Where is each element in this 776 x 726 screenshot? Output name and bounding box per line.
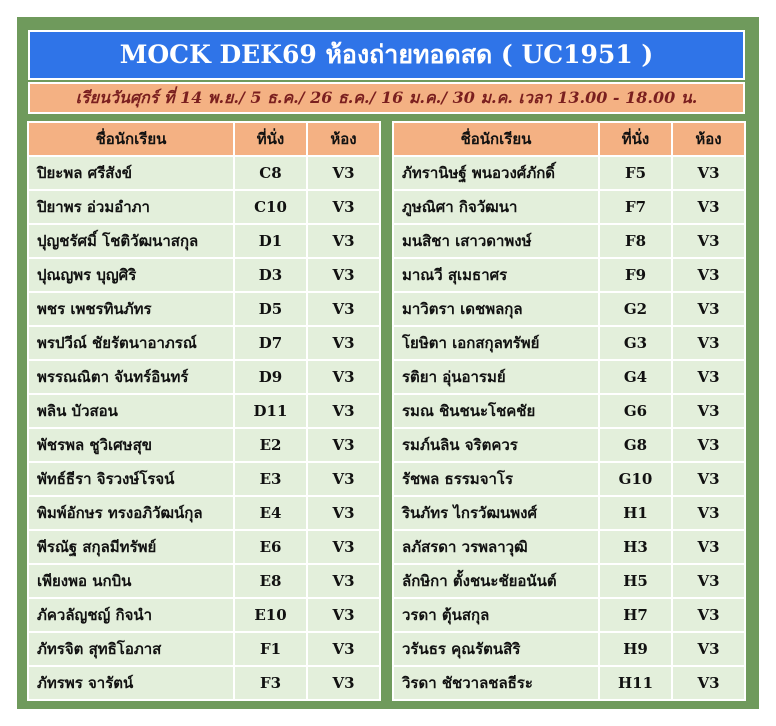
room-code: V3 (673, 259, 744, 291)
table-row (29, 633, 379, 665)
room-code: V3 (673, 361, 744, 393)
seat-number: C8 (235, 157, 306, 189)
student-name: พัทธ์ธีรา จิรวงษ์โรจน์ (29, 463, 233, 495)
room-code: V3 (673, 429, 744, 461)
room-code: V3 (673, 497, 744, 529)
seat-number: D7 (235, 327, 306, 359)
table-row (29, 497, 379, 529)
room-code: V3 (308, 259, 379, 291)
seat-number: H1 (600, 497, 671, 529)
table-row (29, 293, 379, 325)
column-header-name: ชื่อนักเรียน (29, 123, 233, 155)
seat-number: G8 (600, 429, 671, 461)
seat-number: G4 (600, 361, 671, 393)
student-name: พลิน บัวสอน (29, 395, 233, 427)
table-row (394, 463, 744, 495)
table-row (29, 667, 379, 699)
schedule-subtitle: เรียนวันศุกร์ ที่ 14 พ.ย./ 5 ธ.ค./ 26 ธ.ค./ 16 ม.ค./ 30 ม.ค. เวลา 13.00 - 18.00 น. (28, 82, 745, 114)
student-name: รัชพล ธรรมจาโร (394, 463, 598, 495)
seat-number: D1 (235, 225, 306, 257)
room-code: V3 (673, 633, 744, 665)
student-name: ปิยาพร อ่วมอำภา (29, 191, 233, 223)
student-name: ภูษณิศา กิจวัฒนา (394, 191, 598, 223)
seat-number: F8 (600, 225, 671, 257)
table-row (394, 565, 744, 597)
student-name: รมภ์นลิน จริตควร (394, 429, 598, 461)
room-code: V3 (308, 293, 379, 325)
student-name: พรปวีณ์ ชัยรัตนาอาภรณ์ (29, 327, 233, 359)
room-code: V3 (308, 395, 379, 427)
seat-number: G10 (600, 463, 671, 495)
room-code: V3 (308, 361, 379, 393)
table-row (394, 361, 744, 393)
seat-number: E10 (235, 599, 306, 631)
seat-number: H5 (600, 565, 671, 597)
student-name: ภัทรจิต สุทธิโอภาส (29, 633, 233, 665)
student-name: วิรดา ชัชวาลชลธีระ (394, 667, 598, 699)
header-row (394, 123, 744, 155)
student-name: พีรณัฐ สกุลมีทรัพย์ (29, 531, 233, 563)
table-row (29, 565, 379, 597)
header-row (29, 123, 379, 155)
table-row (394, 497, 744, 529)
table-row (29, 599, 379, 631)
roster-table-left (27, 121, 381, 701)
student-name: ปุณญพร บุญศิริ (29, 259, 233, 291)
seat-number: G6 (600, 395, 671, 427)
table-row (394, 327, 744, 359)
room-code: V3 (673, 667, 744, 699)
seat-number: H11 (600, 667, 671, 699)
student-name: ลภัสรดา วรพลาวุฒิ (394, 531, 598, 563)
room-code: V3 (673, 395, 744, 427)
seat-number: E3 (235, 463, 306, 495)
roster-table-right (392, 121, 746, 701)
student-name: โยษิตา เอกสกุลทรัพย์ (394, 327, 598, 359)
column-header-room: ห้อง (673, 123, 744, 155)
room-code: V3 (308, 667, 379, 699)
seat-number: E2 (235, 429, 306, 461)
table-row (394, 191, 744, 223)
table-row (394, 293, 744, 325)
student-name: ภัทรานิษฐ์ พนอวงศ์ภักดิ์ (394, 157, 598, 189)
student-name: พชร เพชรทินภัทร (29, 293, 233, 325)
student-name: วรันธร คุณรัตนสิริ (394, 633, 598, 665)
table-row (394, 395, 744, 427)
table-row (394, 531, 744, 563)
room-code: V3 (673, 327, 744, 359)
seat-number: F9 (600, 259, 671, 291)
table-row (29, 225, 379, 257)
room-code: V3 (673, 531, 744, 563)
room-code: V3 (308, 531, 379, 563)
table-row (29, 429, 379, 461)
room-code: V3 (673, 157, 744, 189)
student-name: ลักษิกา ตั้งชนะชัยอนันต์ (394, 565, 598, 597)
table-row (394, 259, 744, 291)
student-name: ภัทรพร จารัตน์ (29, 667, 233, 699)
seat-number: E6 (235, 531, 306, 563)
seat-number: F5 (600, 157, 671, 189)
seat-number: D3 (235, 259, 306, 291)
seat-number: G2 (600, 293, 671, 325)
student-name: มนสิชา เสาวดาพงษ์ (394, 225, 598, 257)
student-name: เพียงพอ นกบิน (29, 565, 233, 597)
room-code: V3 (673, 599, 744, 631)
seat-number: E8 (235, 565, 306, 597)
column-header-seat: ที่นั่ง (235, 123, 306, 155)
student-name: พัชรพล ชูวิเศษสุข (29, 429, 233, 461)
table-row (29, 327, 379, 359)
student-name: มาณวี สุเมธาศร (394, 259, 598, 291)
room-code: V3 (308, 225, 379, 257)
student-name: พรรณณิตา จันทร์อินทร์ (29, 361, 233, 393)
column-header-room: ห้อง (308, 123, 379, 155)
table-row (29, 531, 379, 563)
room-code: V3 (308, 463, 379, 495)
room-code: V3 (308, 565, 379, 597)
table-row (29, 191, 379, 223)
table-row (394, 157, 744, 189)
room-code: V3 (673, 191, 744, 223)
room-code: V3 (308, 633, 379, 665)
table-row (394, 225, 744, 257)
room-code: V3 (673, 463, 744, 495)
table-row (394, 429, 744, 461)
table-row (394, 667, 744, 699)
seat-number: D11 (235, 395, 306, 427)
table-row (394, 599, 744, 631)
room-code: V3 (308, 327, 379, 359)
seat-number: H7 (600, 599, 671, 631)
column-header-seat: ที่นั่ง (600, 123, 671, 155)
room-code: V3 (308, 157, 379, 189)
room-code: V3 (308, 497, 379, 529)
seat-number: D9 (235, 361, 306, 393)
room-code: V3 (308, 191, 379, 223)
room-code: V3 (673, 565, 744, 597)
student-name: ภัควลัญชญ์ กิจนำ (29, 599, 233, 631)
table-row (29, 463, 379, 495)
page-title: MOCK DEK69 ห้องถ่ายทอดสด ( UC1951 ) (28, 30, 745, 80)
table-row (29, 157, 379, 189)
room-code: V3 (673, 293, 744, 325)
student-name: ปุญชรัศมิ์ โชติวัฒนาสกุล (29, 225, 233, 257)
student-name: รติยา อุ่นอารมย์ (394, 361, 598, 393)
seat-number: H3 (600, 531, 671, 563)
table-row (29, 259, 379, 291)
seat-number: D5 (235, 293, 306, 325)
seat-number: H9 (600, 633, 671, 665)
column-header-name: ชื่อนักเรียน (394, 123, 598, 155)
seat-number: C10 (235, 191, 306, 223)
student-name: มาวิตรา เดชพลกุล (394, 293, 598, 325)
seat-number: F1 (235, 633, 306, 665)
student-name: วรดา ตุ้นสกุล (394, 599, 598, 631)
seat-number: F7 (600, 191, 671, 223)
table-row (29, 361, 379, 393)
seat-number: G3 (600, 327, 671, 359)
student-name: รมณ ชินชนะโชคชัย (394, 395, 598, 427)
seat-number: E4 (235, 497, 306, 529)
seat-number: F3 (235, 667, 306, 699)
student-name: ปิยะพล ศรีสังข์ (29, 157, 233, 189)
room-code: V3 (673, 225, 744, 257)
student-name: พิมพ์อักษร ทรงอภิวัฒน์กุล (29, 497, 233, 529)
table-row (394, 633, 744, 665)
room-code: V3 (308, 429, 379, 461)
table-row (29, 395, 379, 427)
room-code: V3 (308, 599, 379, 631)
student-name: รินภัทร ไกรวัฒนพงศ์ (394, 497, 598, 529)
